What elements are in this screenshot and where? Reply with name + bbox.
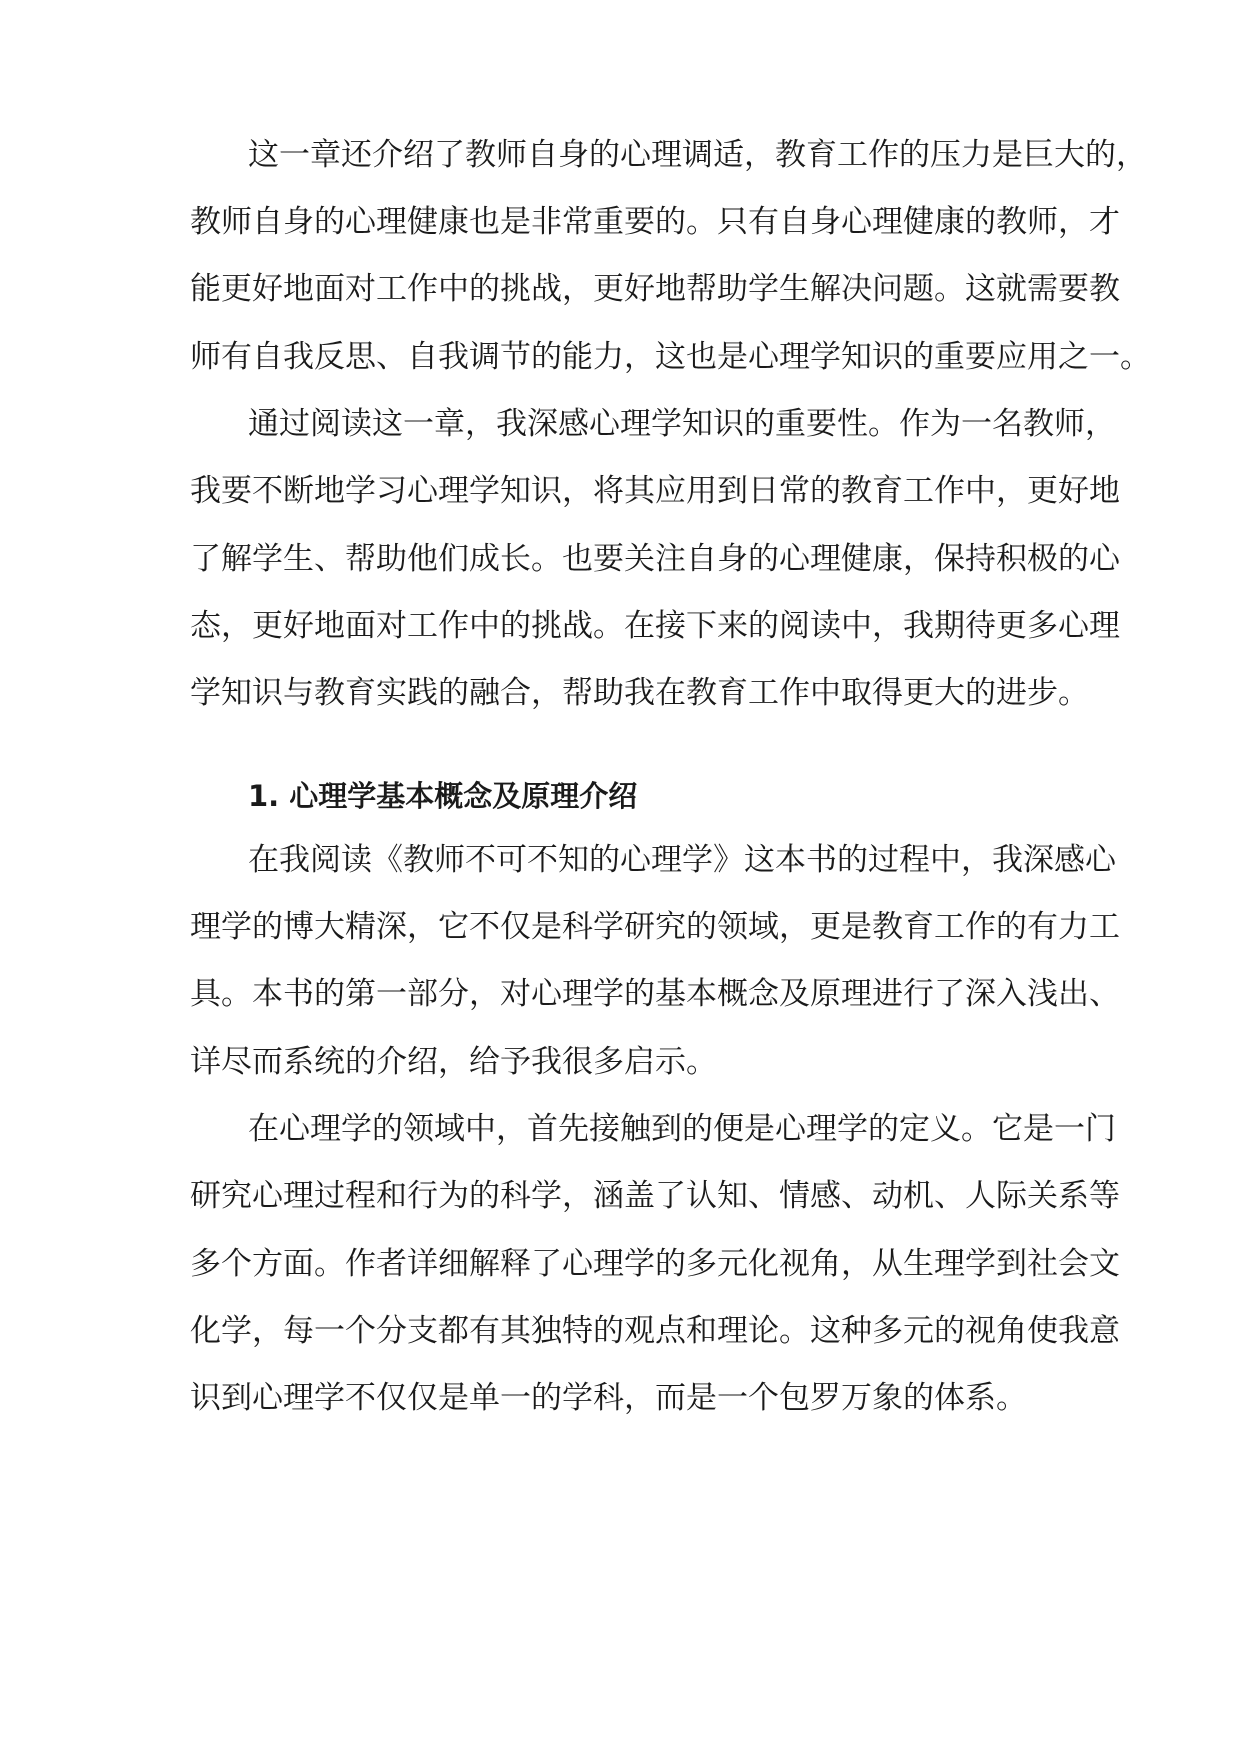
- text-line: 在我阅读《教师不可不知的心理学》这本书的过程中，我深感心: [248, 842, 1116, 878]
- text-line: 这一章还介绍了教师自身的心理调适，教育工作的压力是巨大的，: [248, 137, 1147, 173]
- text-line: 学知识与教育实践的融合，帮助我在教育工作中取得更大的进步。: [190, 675, 1089, 711]
- text-line: 化学，每一个分支都有其独特的观点和理论。这种多元的视角使我意: [190, 1313, 1120, 1349]
- text-line: 多个方面。作者详细解释了心理学的多元化视角，从生理学到社会文: [190, 1246, 1120, 1282]
- text-line: 态，更好地面对工作中的挑战。在接下来的阅读中，我期待更多心理: [190, 608, 1120, 644]
- text-line: 了解学生、帮助他们成长。也要关注自身的心理健康，保持积极的心: [190, 541, 1120, 577]
- text-line: 具。本书的第一部分，对心理学的基本概念及原理进行了深入浅出、: [190, 976, 1120, 1012]
- text-line: 识到心理学不仅仅是单一的学科，而是一个包罗万象的体系。: [190, 1380, 1027, 1416]
- text-line: 教师自身的心理健康也是非常重要的。只有自身心理健康的教师，才: [190, 204, 1120, 240]
- text-line: 我要不断地学习心理学知识，将其应用到日常的教育工作中，更好地: [190, 473, 1120, 509]
- text-line: 研究心理过程和行为的科学，涵盖了认知、情感、动机、人际关系等: [190, 1178, 1120, 1214]
- section-heading: 1. 心理学基本概念及原理介绍: [248, 779, 638, 813]
- text-line: 在心理学的领域中，首先接触到的便是心理学的定义。它是一门: [248, 1111, 1116, 1147]
- text-line: 师有自我反思、自我调节的能力，这也是心理学知识的重要应用之一。: [190, 339, 1151, 375]
- text-line: 能更好地面对工作中的挑战，更好地帮助学生解决问题。这就需要教: [190, 271, 1120, 307]
- text-line: 通过阅读这一章，我深感心理学知识的重要性。作为一名教师，: [248, 406, 1116, 442]
- text-line: 详尽而系统的介绍，给予我很多启示。: [190, 1044, 717, 1080]
- text-line: 理学的博大精深，它不仅是科学研究的领域，更是教育工作的有力工: [190, 909, 1120, 945]
